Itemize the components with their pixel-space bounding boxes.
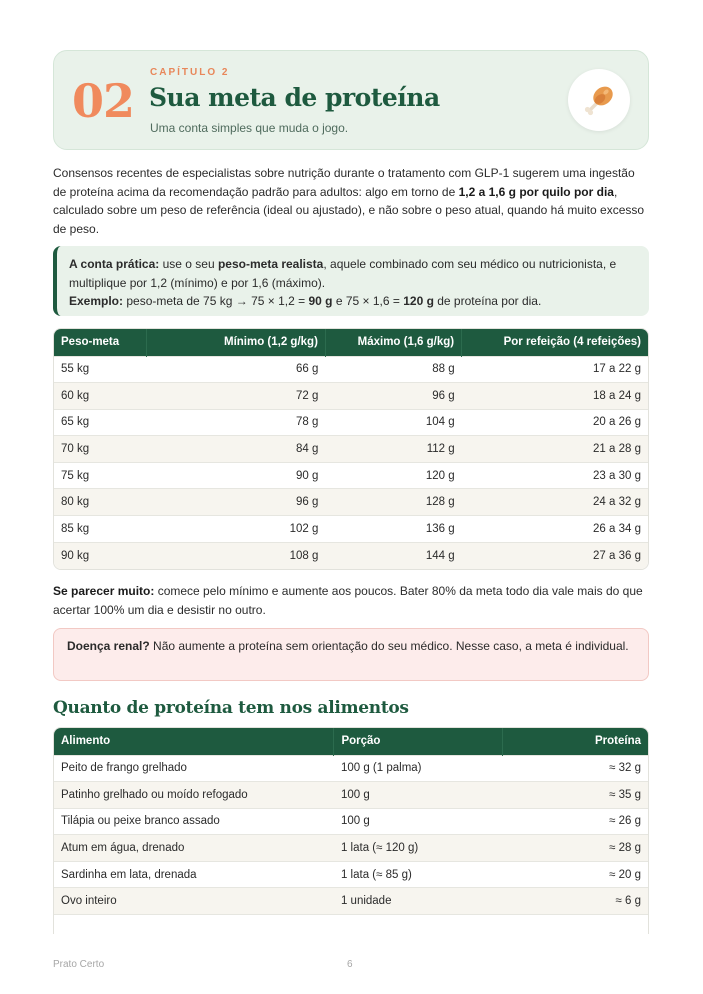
table-row	[54, 861, 648, 888]
table-row	[54, 462, 648, 489]
cell-portion: 1 lata (≈ 120 g)	[334, 835, 502, 862]
cell-food: Ovo inteiro	[54, 888, 334, 915]
cell-portion: 100 g	[334, 782, 502, 809]
cell-per-meal: 23 a 30 g	[462, 462, 648, 489]
chicken-drumstick-icon	[581, 82, 617, 118]
cell-min: 108 g	[146, 542, 325, 569]
cell-per-meal: 27 a 36 g	[462, 542, 648, 569]
chapter-title: Sua meta de proteína	[149, 83, 440, 112]
table-header-row	[54, 728, 648, 755]
callout-text: use o seu	[159, 257, 218, 271]
chapter-header-card	[53, 50, 649, 150]
col-header-minimum: Mínimo (1,2 g/kg)	[146, 329, 325, 356]
col-header-per-meal: Por refeição (4 refeições)	[462, 329, 648, 356]
cell-portion: 1 lata (≈ 85 g)	[334, 861, 502, 888]
intro-paragraph	[53, 164, 649, 238]
cell-weight: 60 kg	[54, 383, 146, 410]
tip-label: Se parecer muito:	[53, 584, 155, 598]
cell-protein: ≈ 20 g	[502, 861, 648, 888]
table-row	[54, 383, 648, 410]
cell-weight: 90 kg	[54, 542, 146, 569]
cell-max: 120 g	[325, 462, 461, 489]
example-text-mid: e 75 × 1,6 =	[332, 294, 404, 308]
cell-portion: 100 g (1 palma)	[334, 755, 502, 782]
chapter-subtitle: Uma conta simples que muda o jogo.	[150, 121, 349, 135]
col-header-protein: Proteína	[502, 728, 648, 755]
chapter-icon-badge	[568, 69, 630, 131]
intro-highlight: 1,2 a 1,6 g por quilo por dia	[458, 184, 614, 199]
example-max-value: 120 g	[403, 294, 434, 308]
cell-protein: ≈ 26 g	[502, 808, 648, 835]
practical-calc-callout	[53, 246, 649, 316]
cell-per-meal: 17 a 22 g	[462, 356, 648, 383]
cell-weight: 85 kg	[54, 516, 146, 543]
table-header-row	[54, 329, 648, 356]
kidney-warning-box	[53, 628, 649, 681]
table-row	[54, 436, 648, 463]
chapter-eyebrow: CAPÍTULO 2	[150, 67, 230, 78]
example-min-value: 90 g	[308, 294, 333, 308]
cell-min: 72 g	[146, 383, 325, 410]
cell-max: 144 g	[325, 542, 461, 569]
cell-weight: 75 kg	[54, 462, 146, 489]
cell-weight: 65 kg	[54, 409, 146, 436]
cell-food: Patinho grelhado ou moído refogado	[54, 782, 334, 809]
cell-max: 96 g	[325, 383, 461, 410]
tip-paragraph	[53, 582, 649, 619]
foods-protein-table	[53, 727, 649, 934]
warning-label: Doença renal?	[67, 639, 150, 653]
intro-text-continued: , calculado sobre um peso de referência (ideal ou ajustado), e não sobre o peso atual, quando há muito excesso de peso.	[53, 184, 645, 236]
cell-weight: 80 kg	[54, 489, 146, 516]
cell-protein: ≈ 35 g	[502, 782, 648, 809]
cell-protein: ≈ 32 g	[502, 755, 648, 782]
col-header-portion: Porção	[334, 728, 502, 755]
col-header-food: Alimento	[54, 728, 334, 755]
cell-protein: ≈ 6 g	[502, 888, 648, 915]
empty-cell	[334, 915, 502, 934]
cell-protein: ≈ 28 g	[502, 835, 648, 862]
callout-text-continued: , aquele combinado com seu médico ou nutricionista, e multiplique por 1,2 (mínimo) e por 1,6 (máximo).	[69, 257, 617, 290]
cell-weight: 70 kg	[54, 436, 146, 463]
table-row	[54, 489, 648, 516]
cell-min: 90 g	[146, 462, 325, 489]
chapter-number: 02	[72, 74, 135, 128]
table-row	[54, 808, 648, 835]
table-row	[54, 542, 648, 569]
warning-text: Não aumente a proteína sem orientação do seu médico. Nesse caso, a meta é individual.	[149, 639, 629, 653]
intro-text: Consensos recentes de especialistas sobre nutrição durante o tratamento com GLP-1 sugerem uma ingestão de proteína acima da recomendação padrão para adultos: algo em torno de	[53, 166, 635, 199]
table-row-empty	[54, 915, 648, 934]
protein-target-table	[53, 328, 649, 570]
table-row	[54, 835, 648, 862]
callout-highlight: peso-meta realista	[217, 257, 324, 271]
cell-food: Atum em água, drenado	[54, 835, 334, 862]
cell-max: 112 g	[325, 436, 461, 463]
col-header-maximum: Máximo (1,6 g/kg)	[325, 329, 461, 356]
footer-brand: Prato Certo	[53, 959, 105, 970]
table-row	[54, 356, 648, 383]
tip-text: comece pelo mínimo e aumente aos poucos. Bater 80% da meta todo dia vale mais do que acertar 100% um dia e desistir no outro.	[53, 584, 643, 617]
example-text-end: de proteína por dia.	[433, 294, 542, 308]
cell-portion: 100 g	[334, 808, 502, 835]
cell-max: 104 g	[325, 409, 461, 436]
cell-weight: 55 kg	[54, 356, 146, 383]
empty-cell	[54, 915, 334, 934]
cell-per-meal: 20 a 26 g	[462, 409, 648, 436]
cell-min: 102 g	[146, 516, 325, 543]
callout-label: A conta prática:	[69, 257, 160, 271]
page-number: 6	[347, 959, 353, 970]
cell-portion: 1 unidade	[334, 888, 502, 915]
cell-food: Tilápia ou peixe branco assado	[54, 808, 334, 835]
table-row	[54, 516, 648, 543]
cell-max: 128 g	[325, 489, 461, 516]
cell-min: 96 g	[146, 489, 325, 516]
table-row	[54, 888, 648, 915]
cell-min: 66 g	[146, 356, 325, 383]
foods-section-title: Quanto de proteína tem nos alimentos	[53, 698, 409, 718]
empty-cell	[502, 915, 648, 934]
example-label: Exemplo:	[69, 294, 124, 308]
cell-food: Sardinha em lata, drenada	[54, 861, 334, 888]
cell-min: 78 g	[146, 409, 325, 436]
cell-per-meal: 24 a 32 g	[462, 489, 648, 516]
table-row	[54, 782, 648, 809]
cell-food: Peito de frango grelhado	[54, 755, 334, 782]
example-text: peso-meta de 75 kg → 75 × 1,2 =	[123, 294, 309, 308]
cell-per-meal: 18 a 24 g	[462, 383, 648, 410]
cell-per-meal: 21 a 28 g	[462, 436, 648, 463]
table-row	[54, 409, 648, 436]
cell-per-meal: 26 a 34 g	[462, 516, 648, 543]
cell-max: 136 g	[325, 516, 461, 543]
cell-min: 84 g	[146, 436, 325, 463]
cell-max: 88 g	[325, 356, 461, 383]
table-row	[54, 755, 648, 782]
col-header-target-weight: Peso-meta	[54, 329, 146, 356]
